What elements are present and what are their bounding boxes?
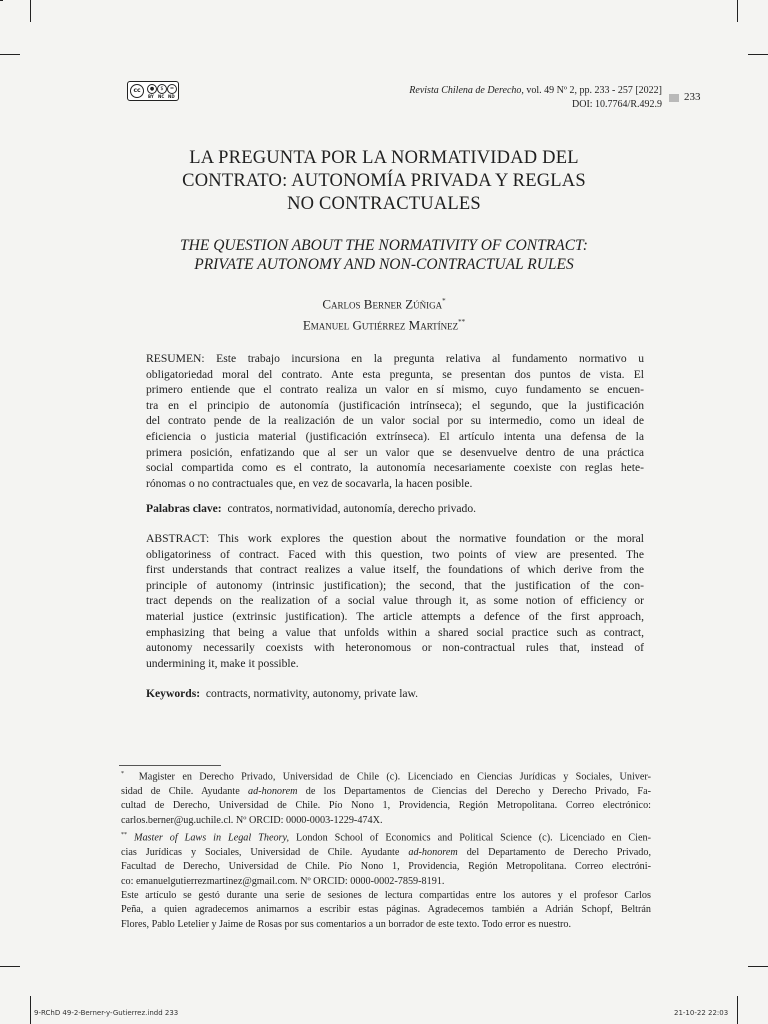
crop-mark xyxy=(748,54,768,55)
crop-mark xyxy=(0,966,20,967)
crop-mark xyxy=(748,966,768,967)
journal-name: Revista Chilena de Derecho xyxy=(409,85,522,96)
print-slug-timestamp: 21-10-22 22:03 xyxy=(674,1009,729,1017)
abstract-line: emphasizing that being a value that unfolds within a shared social practice such as contract, xyxy=(146,625,644,639)
author-name: Emanuel Gutiérrez Martínez xyxy=(302,317,459,333)
footnote-2-line[interactable]: co: emanuelgutierrezmartinez@gmail.com. Nº ORCID: 0000-0002-7859-8191. xyxy=(121,875,445,887)
subtitle-line: PRIVATE AUTONOMY AND NON-CONTRACTUAL RULES xyxy=(194,256,574,273)
nc-dollar-icon: $ xyxy=(157,84,167,94)
crop-mark xyxy=(30,996,31,1024)
resumen-line: RESUMEN: Este trabajo incursiona en la pregunta relativa al fundamento normativo u xyxy=(146,352,644,365)
footnote-2-line: cias Jurídicas y Sociales, Universidad de Chile. Ayudante ad-honorem del Departamento de Derecho Privado, xyxy=(121,846,651,858)
title-line: LA PREGUNTA POR LA NORMATIVIDAD DEL xyxy=(189,148,579,168)
abstract-line: principle of autonomy (intrinsic justification); the second, that the justification of the con- xyxy=(146,578,644,592)
cc-label-nc: NC xyxy=(158,94,165,99)
abstract-line: material justice (extrinsic justification). The article attempts a defence of the first approach, xyxy=(146,609,644,623)
by-person-icon: ● xyxy=(147,84,157,94)
resumen-line: primera posición, enfatizando que al ser un valor que se desenvuelve dentro de una práctica xyxy=(146,445,644,459)
abstract-line: first understands that contract realizes a value itself, the foundations of which derive from the xyxy=(146,563,644,577)
article-subtitle-english xyxy=(100,236,668,274)
palabras-clave xyxy=(146,501,476,516)
author-list xyxy=(100,292,668,335)
resumen-line: eficiencia o justicia material (justificación extrínseca). El artículo intenta una defensa de la xyxy=(146,429,644,443)
resumen-line: del contrato pende de la realización de un valor social por su intermedio, como un ideal de xyxy=(146,414,644,428)
cc-label-by: BY xyxy=(148,94,154,99)
abstract-line: autonomy necessarily coexists with heteronomous or non-contractual rules that, instead of xyxy=(146,641,644,655)
author-name: Carlos Berner Zúñiga xyxy=(322,296,443,312)
page-number: 233 xyxy=(684,91,701,103)
author-2 xyxy=(100,313,668,334)
footnote-marker: ** xyxy=(121,832,127,839)
crop-mark xyxy=(737,996,738,1024)
crop-mark xyxy=(0,54,20,55)
nd-equals-icon: = xyxy=(167,84,177,94)
abstract-paragraph xyxy=(146,531,644,671)
abstract-line: tract depends on the realization of a social value through it, as some notion of efficiency or xyxy=(146,594,644,608)
cc-license-badge[interactable] xyxy=(127,81,179,101)
author-1 xyxy=(100,292,668,313)
acknowledgement-line: Peña, a quien agradecemos animarnos a escribir estas páginas. Agradecemos también a Adrián Schopf, Beltrán xyxy=(121,904,651,916)
footnote-1-line[interactable]: carlos.berner@ug.uchile.cl. Nº ORCID: 0000-0003-1229-474X. xyxy=(121,814,383,826)
journal-header xyxy=(409,84,662,112)
footnote-1-line: cultad de Derecho, Universidad de Chile. Pío Nono 1, Providencia, Región Metropolitana. Correo electrónico: xyxy=(121,800,651,812)
resumen-line: primero entiende que el contrato realiza un valor en sí mismo, cuyo fundamento se encuen- xyxy=(146,383,644,397)
footnote-2-line: Facultad de Derecho, Universidad de Chile. Pío Nono 1, Providencia, Región Metropolitana. Correo electróni- xyxy=(121,861,651,873)
keywords-text: contracts, normativity, autonomy, private law. xyxy=(205,687,419,700)
footnote-2-line: ** Master of Laws in Legal Theory, London School of Economics and Political Science (c). Licenciado en Cien- xyxy=(121,832,652,844)
journal-citation xyxy=(409,84,662,98)
title-line: NO CONTRACTUALES xyxy=(287,194,481,214)
abstract-line: undermining it, make it possible. xyxy=(146,656,299,670)
acknowledgement-line: Flores, Pablo Letelier y Jaime de Rosas por sus comentarios a un borrador de este texto. Todo error es nuestro. xyxy=(121,918,572,930)
footnote-1-line: sidad de Chile. Ayudante ad-honorem de los Departamentos de Ciencias del Derecho y Derecho Privado, Fa- xyxy=(121,785,651,797)
cc-logo-icon: cc xyxy=(130,84,144,98)
palabras-clave-label: Palabras clave: xyxy=(146,502,222,515)
palabras-clave-text: contratos, normatividad, autonomía, derecho privado. xyxy=(227,502,477,515)
acknowledgement-line: Este artículo se gestó durante una serie de sesiones de lectura compartidas entre los autores y el profesor Carlos xyxy=(121,890,651,902)
resumen-line: rónomas o no contractuales que, en vez de socavarla, la hacen posible. xyxy=(146,476,473,490)
footnote-marker: * xyxy=(121,771,124,777)
crop-mark xyxy=(0,0,3,1)
footnote-divider xyxy=(119,765,221,766)
footnotes xyxy=(121,767,651,932)
journal-details: , vol. 49 Nº 2, pp. 233 - 257 [2022] xyxy=(521,85,662,96)
page-marker-box xyxy=(669,94,679,102)
title-line: CONTRATO: AUTONOMÍA PRIVADA Y REGLAS xyxy=(182,171,586,191)
abstract-line: obligatoriness of contract. Faced with this question, two points of view are presented. The xyxy=(146,547,644,561)
article-title xyxy=(100,147,668,216)
resumen-line: tra en el principio de autonomía (justificación intrínseca); el segundo, que la justificación xyxy=(146,398,644,412)
doi[interactable]: DOI: 10.7764/R.492.9 xyxy=(572,99,662,110)
print-slug-filename: 9-RChD 49-2-Berner-y-Gutierrez.indd 233 xyxy=(34,1009,179,1017)
footnote-1-line: * Magister en Derecho Privado, Universidad de Chile (c). Licenciado en Ciencias Jurídicas y Sociales, Univer- xyxy=(121,771,651,783)
cc-label-nd: ND xyxy=(168,94,175,99)
subtitle-line: THE QUESTION ABOUT THE NORMATIVITY OF CONTRACT: xyxy=(180,237,588,254)
crop-mark xyxy=(30,0,31,22)
footnote-marker[interactable]: ** xyxy=(458,318,466,327)
abstract-line: ABSTRACT: This work explores the question about the normative foundation or the moral xyxy=(146,532,644,545)
resumen-line: social compartida como es el contrato, la autonomía necesariamente coexiste con reglas hete- xyxy=(146,461,644,475)
keywords-label: Keywords: xyxy=(146,687,201,700)
resumen-paragraph xyxy=(146,351,644,491)
resumen-line: obligatoriedad moral del contrato. Ante esta pregunta, se presentan dos puntos de vista. El xyxy=(146,367,644,381)
keywords xyxy=(146,686,418,701)
crop-mark xyxy=(737,0,738,22)
footnote-marker[interactable]: * xyxy=(442,297,446,305)
